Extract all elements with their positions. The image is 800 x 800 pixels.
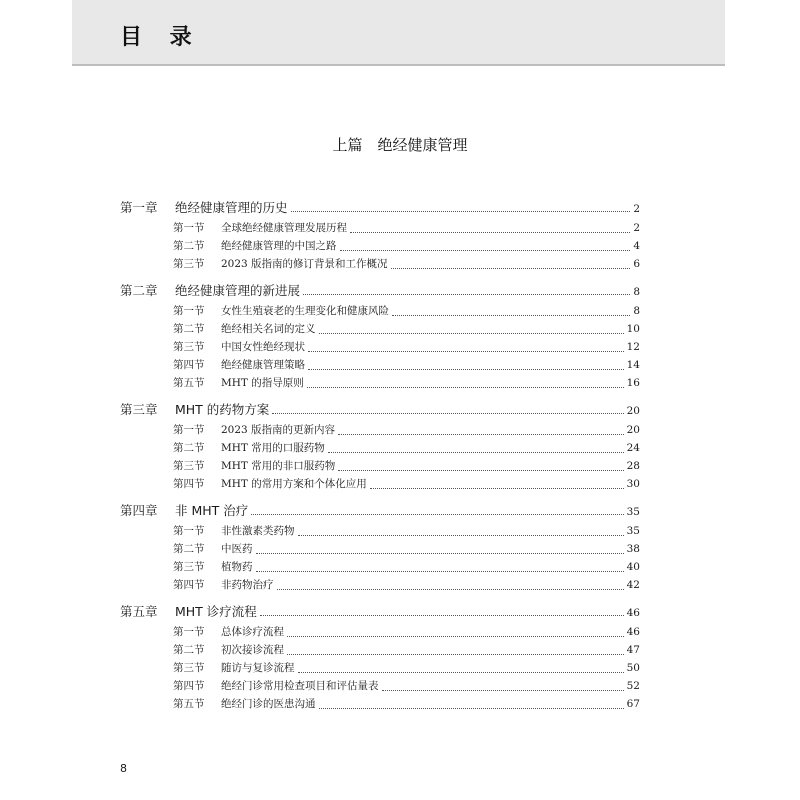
dot-leader bbox=[338, 469, 623, 471]
section-number: 第三节 bbox=[173, 561, 205, 573]
chapter-page-number: 8 bbox=[633, 286, 640, 298]
dot-leader bbox=[308, 350, 624, 352]
toc-entry-section[interactable] bbox=[120, 339, 640, 357]
dot-leader bbox=[256, 570, 624, 572]
dot-leader bbox=[350, 231, 630, 233]
section-title: 植物药 bbox=[221, 561, 253, 573]
dot-leader bbox=[307, 386, 624, 388]
toc-entry-section[interactable] bbox=[120, 678, 640, 696]
dot-leader bbox=[328, 451, 624, 453]
section-title: 绝经相关名词的定义 bbox=[221, 323, 316, 335]
section-page-number: 30 bbox=[626, 478, 640, 490]
dot-leader bbox=[338, 433, 624, 435]
section-title: 非药物治疗 bbox=[221, 579, 274, 591]
section-number: 第二节 bbox=[173, 240, 205, 252]
toc-entry-section[interactable] bbox=[120, 303, 640, 321]
dot-leader bbox=[391, 267, 631, 269]
chapter-title: 绝经健康管理的历史 bbox=[175, 200, 288, 215]
section-number: 第二节 bbox=[173, 644, 205, 656]
section-page-number: 4 bbox=[633, 240, 640, 252]
section-page-number: 10 bbox=[626, 323, 640, 335]
section-title: 初次接诊流程 bbox=[221, 644, 284, 656]
chapter-title: 绝经健康管理的新进展 bbox=[175, 283, 301, 298]
chapter-block bbox=[120, 602, 640, 714]
dot-leader bbox=[256, 552, 624, 554]
section-title: 随访与复诊流程 bbox=[221, 662, 295, 674]
section-title: 绝经健康管理策略 bbox=[221, 359, 305, 371]
chapter-block bbox=[120, 198, 640, 274]
toc-entry-section[interactable] bbox=[120, 541, 640, 559]
toc-entry-chapter[interactable] bbox=[120, 198, 640, 217]
section-title: MHT 常用的非口服药物 bbox=[221, 460, 336, 472]
section-page-number: 35 bbox=[626, 525, 640, 537]
section-title: 总体诊疗流程 bbox=[221, 626, 284, 638]
chapter-number: 第四章 bbox=[120, 503, 158, 518]
toc-entry-section[interactable] bbox=[120, 624, 640, 642]
section-title: MHT 的常用方案和个体化应用 bbox=[221, 478, 367, 490]
section-page-number: 50 bbox=[626, 662, 640, 674]
dot-leader bbox=[260, 614, 624, 616]
dot-leader bbox=[382, 689, 624, 691]
dot-leader bbox=[319, 707, 624, 709]
chapter-number: 第三章 bbox=[120, 402, 158, 417]
section-number: 第五节 bbox=[173, 377, 205, 389]
toc-entry-section[interactable] bbox=[120, 559, 640, 577]
toc-entry-section[interactable] bbox=[120, 696, 640, 714]
toc-entry-section[interactable] bbox=[120, 238, 640, 256]
toc-entry-section[interactable] bbox=[120, 476, 640, 494]
dot-leader bbox=[298, 671, 624, 673]
toc-entry-chapter[interactable] bbox=[120, 501, 640, 520]
section-title: MHT 的指导原则 bbox=[221, 377, 304, 389]
chapter-number: 第一章 bbox=[120, 200, 158, 215]
dot-leader bbox=[287, 635, 624, 637]
section-page-number: 40 bbox=[626, 561, 640, 573]
section-number: 第一节 bbox=[173, 222, 205, 234]
section-page-number: 12 bbox=[626, 341, 640, 353]
section-page-number: 20 bbox=[626, 424, 640, 436]
toc-entry-section[interactable] bbox=[120, 256, 640, 274]
dot-leader bbox=[370, 487, 624, 489]
section-title: 绝经门诊的医患沟通 bbox=[221, 698, 316, 710]
dot-leader bbox=[287, 653, 624, 655]
section-page-number: 8 bbox=[633, 305, 640, 317]
toc-entry-chapter[interactable] bbox=[120, 602, 640, 621]
section-number: 第三节 bbox=[173, 662, 205, 674]
chapter-title: MHT 的药物方案 bbox=[175, 402, 270, 417]
section-title: 绝经门诊常用检查项目和评估量表 bbox=[221, 680, 379, 692]
chapter-number: 第五章 bbox=[120, 604, 158, 619]
dot-leader bbox=[340, 249, 631, 251]
toc-entry-section[interactable] bbox=[120, 660, 640, 678]
toc-entry-section[interactable] bbox=[120, 220, 640, 238]
part-title: 上篇 绝经健康管理 bbox=[332, 136, 468, 154]
section-number: 第五节 bbox=[173, 698, 205, 710]
section-title: 全球绝经健康管理发展历程 bbox=[221, 222, 347, 234]
section-page-number: 42 bbox=[626, 579, 640, 591]
toc-entry-section[interactable] bbox=[120, 422, 640, 440]
section-number: 第二节 bbox=[173, 543, 205, 555]
section-number: 第二节 bbox=[173, 442, 205, 454]
section-title: 绝经健康管理的中国之路 bbox=[221, 240, 337, 252]
dot-leader bbox=[251, 513, 623, 515]
chapter-page-number: 35 bbox=[626, 506, 640, 518]
toc-entry-section[interactable] bbox=[120, 523, 640, 541]
section-page-number: 46 bbox=[626, 626, 640, 638]
section-number: 第四节 bbox=[173, 478, 205, 490]
section-number: 第三节 bbox=[173, 341, 205, 353]
section-number: 第一节 bbox=[173, 424, 205, 436]
dot-leader bbox=[303, 293, 630, 295]
page-number: 8 bbox=[120, 762, 127, 775]
section-number: 第四节 bbox=[173, 359, 205, 371]
dot-leader bbox=[272, 412, 623, 414]
section-number: 第一节 bbox=[173, 626, 205, 638]
chapter-title: MHT 诊疗流程 bbox=[175, 604, 257, 619]
table-of-contents bbox=[120, 198, 640, 721]
dot-leader bbox=[298, 534, 624, 536]
chapter-title: 非 MHT 治疗 bbox=[175, 503, 249, 518]
toc-entry-section[interactable] bbox=[120, 577, 640, 595]
section-title: 中国女性绝经现状 bbox=[221, 341, 305, 353]
chapter-page-number: 2 bbox=[633, 203, 640, 215]
section-page-number: 28 bbox=[626, 460, 640, 472]
chapter-block bbox=[120, 281, 640, 393]
section-number: 第四节 bbox=[173, 579, 205, 591]
section-title: 2023 版指南的更新内容 bbox=[221, 424, 336, 436]
section-title: 女性生殖衰老的生理变化和健康风险 bbox=[221, 305, 389, 317]
section-title: 2023 版指南的修订背景和工作概况 bbox=[221, 258, 388, 270]
section-page-number: 16 bbox=[626, 377, 640, 389]
section-number: 第四节 bbox=[173, 680, 205, 692]
section-number: 第二节 bbox=[173, 323, 205, 335]
toc-entry-chapter[interactable] bbox=[120, 281, 640, 300]
dot-leader bbox=[308, 368, 624, 370]
chapter-block bbox=[120, 400, 640, 494]
toc-entry-section[interactable] bbox=[120, 458, 640, 476]
section-page-number: 52 bbox=[626, 680, 640, 692]
section-page-number: 6 bbox=[633, 258, 640, 270]
chapter-block bbox=[120, 501, 640, 595]
section-page-number: 14 bbox=[626, 359, 640, 371]
section-title: 中医药 bbox=[221, 543, 253, 555]
chapter-page-number: 20 bbox=[626, 405, 640, 417]
section-title: MHT 常用的口服药物 bbox=[221, 442, 325, 454]
header-band bbox=[72, 0, 725, 66]
section-page-number: 24 bbox=[626, 442, 640, 454]
section-number: 第三节 bbox=[173, 460, 205, 472]
toc-entry-section[interactable] bbox=[120, 321, 640, 339]
toc-entry-section[interactable] bbox=[120, 642, 640, 660]
section-page-number: 47 bbox=[626, 644, 640, 656]
toc-entry-section[interactable] bbox=[120, 375, 640, 393]
section-page-number: 2 bbox=[633, 222, 640, 234]
dot-leader bbox=[319, 332, 624, 334]
toc-entry-section[interactable] bbox=[120, 440, 640, 458]
chapter-page-number: 46 bbox=[626, 607, 640, 619]
chapter-number: 第二章 bbox=[120, 283, 158, 298]
dot-leader bbox=[291, 210, 631, 212]
toc-entry-section[interactable] bbox=[120, 357, 640, 375]
section-number: 第一节 bbox=[173, 525, 205, 537]
section-page-number: 67 bbox=[626, 698, 640, 710]
toc-entry-chapter[interactable] bbox=[120, 400, 640, 419]
section-title: 非性激素类药物 bbox=[221, 525, 295, 537]
dot-leader bbox=[277, 588, 624, 590]
page-title: 目 录 bbox=[120, 25, 202, 50]
section-number: 第三节 bbox=[173, 258, 205, 270]
dot-leader bbox=[392, 314, 630, 316]
section-page-number: 38 bbox=[626, 543, 640, 555]
section-number: 第一节 bbox=[173, 305, 205, 317]
